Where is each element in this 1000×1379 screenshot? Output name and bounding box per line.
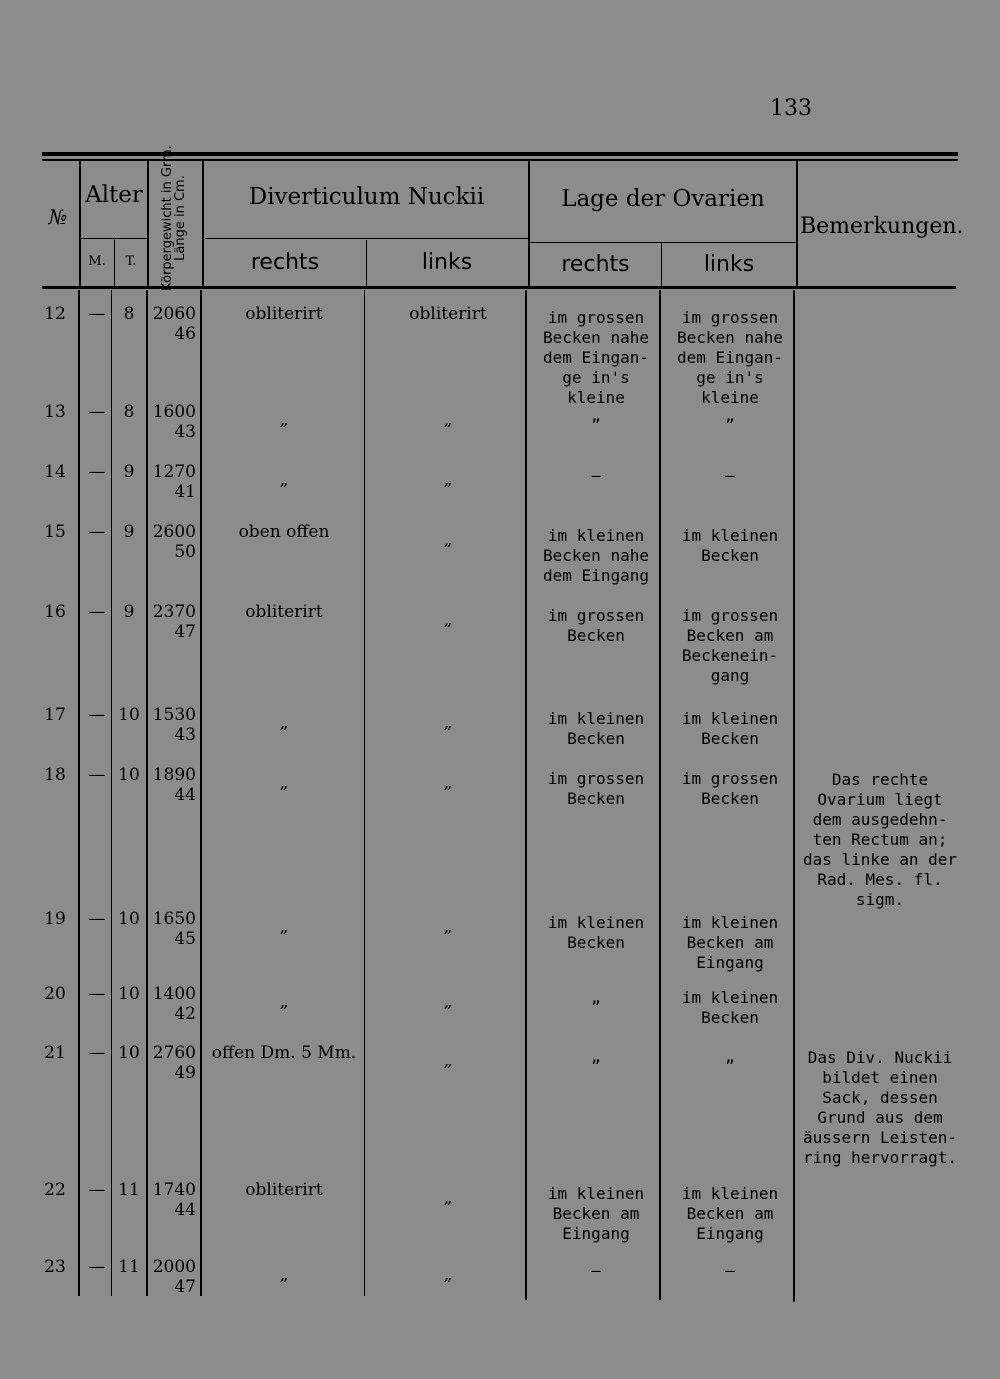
- row-alter-t: 8: [123, 304, 135, 324]
- row-div-rechts: „: [279, 1265, 289, 1285]
- row-number: 18: [44, 765, 66, 785]
- row-gewicht: 2600: [152, 522, 196, 542]
- row-gewicht: 1650: [152, 909, 196, 929]
- row-ov-links: im kleinen Becken: [681, 709, 779, 748]
- row-ov-rechts: im grossen Becken: [547, 606, 645, 645]
- row-div-rechts: „: [279, 917, 289, 937]
- row-laenge: 50: [174, 542, 196, 562]
- row-alter-m: —: [88, 522, 106, 542]
- row-alter-m: —: [88, 705, 106, 725]
- row-div-rechts: „: [279, 992, 289, 1012]
- row-alter-m: —: [88, 1180, 106, 1200]
- row-gewicht: 1890: [152, 765, 196, 785]
- row-ov-links: „: [725, 406, 735, 425]
- row-laenge: 47: [174, 622, 196, 642]
- row-laenge: 45: [174, 929, 196, 949]
- header-laenge: Länge in Cm.: [173, 175, 188, 261]
- row-ov-rechts: „: [591, 988, 601, 1007]
- row-alter-m: —: [88, 984, 106, 1004]
- row-number: 13: [44, 402, 66, 422]
- row-ov-rechts: im kleinen Becken nahe dem Eingang: [543, 526, 649, 585]
- row-div-links: „: [443, 1051, 453, 1071]
- row-div-links: „: [443, 992, 453, 1012]
- row-alter-m: —: [88, 1043, 106, 1063]
- row-laenge: 43: [174, 422, 196, 442]
- row-number: 14: [44, 462, 66, 482]
- row-number: 15: [44, 522, 66, 542]
- row-number: 12: [44, 304, 66, 324]
- header-alter: Alter: [85, 182, 143, 208]
- row-alter-t: 11: [118, 1257, 140, 1277]
- body-divider-mt: [111, 290, 112, 1296]
- row-gewicht: 2370: [152, 602, 196, 622]
- body-divider-weight-right: [200, 290, 202, 1296]
- row-laenge: 42: [174, 1004, 196, 1024]
- row-bemerkung: Das rechte Ovarium liegt dem ausgedehn- ten Rectum an; das linke an der Rad. Mes. fl. sigm.: [802, 770, 958, 909]
- row-alter-t: 10: [118, 765, 140, 785]
- row-ov-rechts: „: [591, 406, 601, 425]
- row-gewicht: 1530: [152, 705, 196, 725]
- row-ov-links: im kleinen Becken am Eingang: [681, 913, 779, 972]
- row-number: 23: [44, 1257, 66, 1277]
- body-divider-ovarien-left: [525, 290, 527, 1300]
- header-divider-weight-right: [202, 161, 204, 286]
- header-ov-rechts: rechts: [561, 252, 630, 277]
- row-gewicht: 1600: [152, 402, 196, 422]
- row-alter-t: 10: [118, 705, 140, 725]
- row-laenge: 44: [174, 785, 196, 805]
- row-div-rechts: „: [279, 410, 289, 430]
- row-alter-t: 9: [123, 522, 135, 542]
- row-number: 21: [44, 1043, 66, 1063]
- row-alter-t: 8: [123, 402, 135, 422]
- row-div-links: „: [443, 1188, 453, 1208]
- row-div-links: „: [443, 713, 453, 733]
- row-ov-rechts: im kleinen Becken am Eingang: [547, 1184, 645, 1243]
- row-number: 22: [44, 1180, 66, 1200]
- row-div-rechts: obliterirt: [245, 602, 323, 622]
- row-ov-links: —: [725, 1261, 735, 1280]
- row-ov-links: im grossen Becken am Beckenein- gang: [681, 606, 779, 685]
- row-laenge: 41: [174, 482, 196, 502]
- subheader-rule-ovarien: [530, 242, 796, 243]
- row-number: 17: [44, 705, 66, 725]
- row-ov-links: im kleinen Becken: [681, 988, 779, 1027]
- row-div-rechts: „: [279, 773, 289, 793]
- row-alter-m: —: [88, 304, 106, 324]
- header-ovarien: Lage der Ovarien: [561, 186, 765, 212]
- header-divider-weight-left: [147, 161, 149, 286]
- row-gewicht: 2760: [152, 1043, 196, 1063]
- row-number: 19: [44, 909, 66, 929]
- row-div-links: „: [443, 610, 453, 630]
- header-bemerkungen: Bemerkungen.: [800, 214, 964, 239]
- row-alter-m: —: [88, 909, 106, 929]
- body-divider-nr: [78, 290, 80, 1296]
- row-ov-links: im grossen Becken nahe dem Eingan- ge in's kleine: [677, 308, 783, 407]
- header-gewicht: Körpergewicht in Grm.: [160, 145, 175, 291]
- row-alter-m: —: [88, 1257, 106, 1277]
- header-diverticulum: Diverticulum Nuckii: [248, 184, 485, 210]
- header-divider-alter-left: [79, 161, 81, 286]
- header-ov-links: links: [703, 252, 755, 277]
- header-div-links: links: [421, 250, 473, 275]
- row-div-links: „: [443, 1265, 453, 1285]
- row-div-rechts: obliterirt: [245, 304, 323, 324]
- header-alter-m: M.: [88, 254, 106, 269]
- row-alter-t: 10: [118, 984, 140, 1004]
- row-div-rechts: oben offen: [238, 522, 330, 542]
- row-div-rechts: offen Dm. 5 Mm.: [211, 1043, 357, 1063]
- row-alter-t: 10: [118, 909, 140, 929]
- row-div-rechts: obliterirt: [245, 1180, 323, 1200]
- row-ov-links: „: [725, 1047, 735, 1066]
- row-ov-rechts: —: [591, 1261, 601, 1280]
- row-ov-rechts: „: [591, 1047, 601, 1066]
- row-div-links: „: [443, 773, 453, 793]
- row-gewicht: 1740: [152, 1180, 196, 1200]
- row-gewicht: 2060: [152, 304, 196, 324]
- row-alter-t: 9: [123, 602, 135, 622]
- row-ov-links: —: [725, 466, 735, 485]
- row-div-links: „: [443, 470, 453, 490]
- row-alter-t: 11: [118, 1180, 140, 1200]
- row-div-links: „: [443, 917, 453, 937]
- row-laenge: 44: [174, 1200, 196, 1220]
- row-alter-m: —: [88, 602, 106, 622]
- row-gewicht: 1400: [152, 984, 196, 1004]
- row-div-rechts: „: [279, 713, 289, 733]
- row-ov-links: im kleinen Becken: [681, 526, 779, 565]
- row-laenge: 43: [174, 725, 196, 745]
- subheader-rule-diverticulum: [205, 238, 528, 239]
- row-laenge: 47: [174, 1277, 196, 1297]
- header-nr: №: [48, 205, 68, 229]
- row-div-links: „: [443, 530, 453, 550]
- row-laenge: 49: [174, 1063, 196, 1083]
- row-ov-rechts: im grossen Becken nahe dem Eingan- ge in's kleine: [543, 308, 649, 407]
- row-number: 16: [44, 602, 66, 622]
- row-div-links: obliterirt: [409, 304, 487, 324]
- row-ov-rechts: im kleinen Becken: [547, 913, 645, 952]
- header-div-rechts: rechts: [250, 250, 320, 275]
- row-ov-rechts: im grossen Becken: [547, 769, 645, 808]
- row-bemerkung: Das Div. Nuckii bildet einen Sack, dessen Grund aus dem äussern Leisten- ring hervorragt.: [802, 1048, 958, 1167]
- row-alter-m: —: [88, 462, 106, 482]
- header-divider-bem-left: [796, 161, 798, 286]
- row-alter-m: —: [88, 765, 106, 785]
- row-ov-rechts: —: [591, 466, 601, 485]
- header-divider-mt: [114, 239, 115, 286]
- body-divider-div-mid: [364, 290, 365, 1296]
- row-laenge: 46: [174, 324, 196, 344]
- header-alter-t: T.: [125, 254, 137, 269]
- row-ov-links: im grossen Becken: [681, 769, 779, 808]
- row-alter-t: 10: [118, 1043, 140, 1063]
- header-gewicht-laenge: [150, 145, 198, 291]
- row-gewicht: 1270: [152, 462, 196, 482]
- row-number: 20: [44, 984, 66, 1004]
- row-div-rechts: „: [279, 470, 289, 490]
- row-div-links: „: [443, 410, 453, 430]
- row-ov-rechts: im kleinen Becken: [547, 709, 645, 748]
- page-number: 133: [770, 96, 812, 121]
- row-ov-links: im kleinen Becken am Eingang: [681, 1184, 779, 1243]
- row-gewicht: 2000: [152, 1257, 196, 1277]
- row-alter-m: —: [88, 402, 106, 422]
- row-alter-t: 9: [123, 462, 135, 482]
